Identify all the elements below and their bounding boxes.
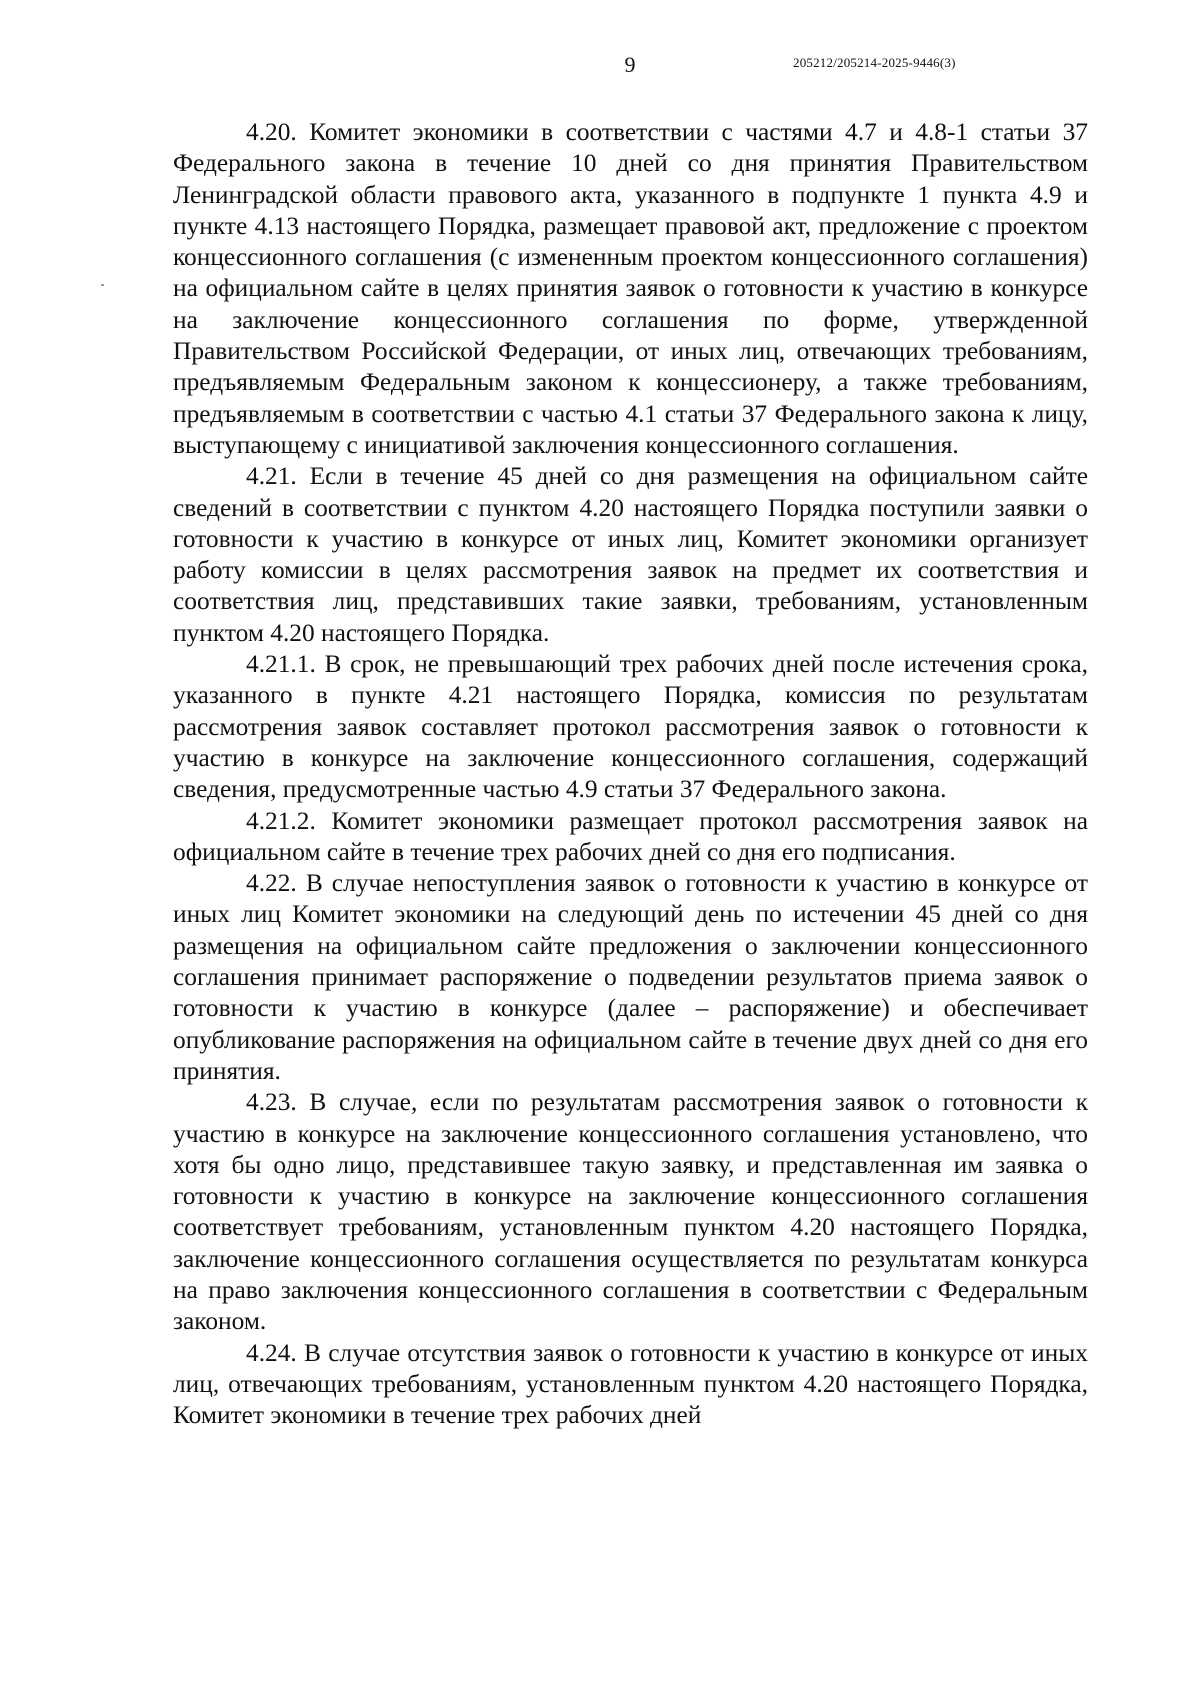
paragraph-4-20: 4.20. Комитет экономики в соответствии с частями 4.7 и 4.8-1 статьи 37 Федерального закона в течение 10 дней со дня принятия Правительством Ленинградской области правового акта, указанного в подпункте 1 пункта 4.9 и пункте 4.13 настоящего Порядка, размещает правовой акт, предложение с проектом концессионного соглашения (с измененным проектом концессионного соглашения) на официальном сайте в целях принятия заявок о готовности к участию в конкурсе на заключение концессионного соглашения по форме, утвержденной Правительством Российской Федерации, от иных лиц, отвечающих требованиям, предъявляемым Федеральным законом к концессионеру, а также требованиям, предъявляемым в соответствии с частью 4.1 статьи 37 Федерального закона к лицу, выступающему с инициативой заключения концессионного соглашения. (173, 118, 1088, 459)
page-number: 9 (624, 52, 636, 77)
paragraph-4-21-1: 4.21.1. В срок, не превышающий трех рабочих дней после истечения срока, указанного в пункте 4.21 настоящего Порядка, комиссия по результатам рассмотрения заявок составляет протокол рассмотрения заявок о готовности к участию в конкурсе на заключение концессионного соглашения, содержащий сведения, предусмотренные частью 4.9 статьи 37 Федерального закона. (173, 650, 1088, 804)
body-text (173, 117, 1088, 1431)
paragraph-4-21-2: 4.21.2. Комитет экономики размещает протокол рассмотрения заявок на официальном сайте в течение трех рабочих дней со дня его подписания. (173, 806, 1088, 866)
scan-speck (101, 284, 104, 286)
paragraph-4-23: 4.23. В случае, если по результатам рассмотрения заявок о готовности к участию в конкурсе на заключение концессионного соглашения установлено, что хотя бы одно лицо, представившее такую заявку, и представленная им заявка о готовности к участию в конкурсе на заключение концессионного соглашения соответствует требованиям, установленным пунктом 4.20 настоящего Порядка, заключение концессионного соглашения осуществляется по результатам конкурса на право заключения концессионного соглашения в соответствии с Федеральным законом. (173, 1088, 1088, 1336)
paragraph-4-21: 4.21. Если в течение 45 дней со дня размещения на официальном сайте сведений в соответствии с пунктом 4.20 настоящего Порядка поступили заявки о готовности к участию в конкурсе от иных лиц, Комитет экономики организует работу комиссии в целях рассмотрения заявок на предмет их соответствия и соответствия лиц, представивших такие заявки, требованиям, установленным пунктом 4.20 настоящего Порядка. (173, 462, 1088, 647)
document-code: 205212/205214-2025-9446(3) (793, 55, 956, 70)
paragraph-4-24: 4.24. В случае отсутствия заявок о готовности к участию в конкурсе от иных лиц, отвечающих требованиям, установленным пунктом 4.20 настоящего Порядка, Комитет экономики в течение трех рабочих дней (173, 1338, 1088, 1430)
paragraph-4-22: 4.22. В случае непоступления заявок о готовности к участию в конкурсе от иных лиц Комитет экономики на следующий день по истечении 45 дней со дня размещения на официальном сайте предложения о заключении концессионного соглашения принимает распоряжение о подведении результатов приема заявок о готовности к участию в конкурсе (далее – распоряжение) и обеспечивает опубликование распоряжения на официальном сайте в течение двух дней со дня его принятия. (173, 869, 1088, 1085)
